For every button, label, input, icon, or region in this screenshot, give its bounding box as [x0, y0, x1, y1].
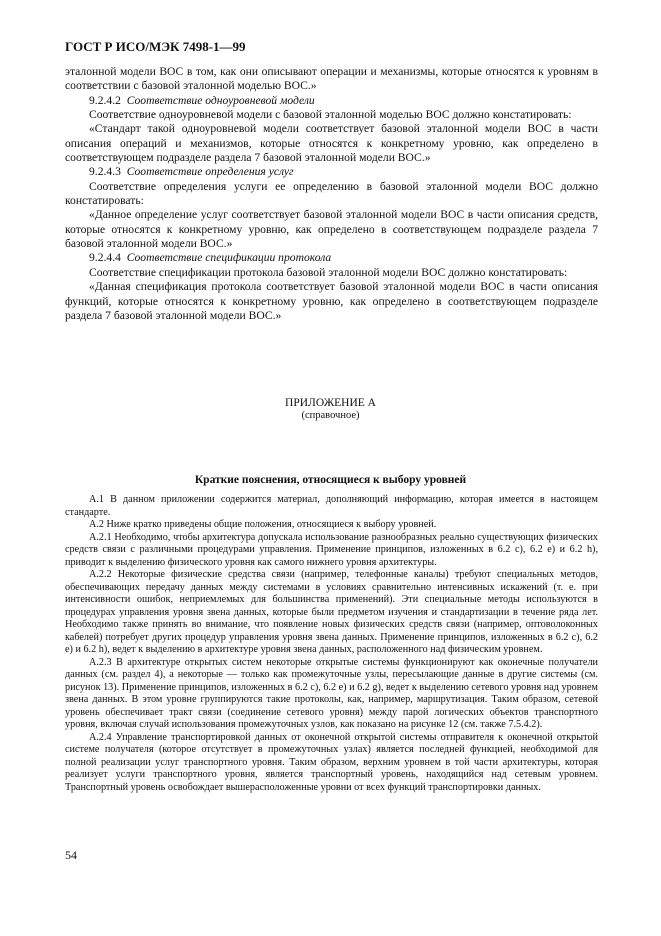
paragraph-a2-3: А.2.3 В архитектуре открытых систем некоторые открытые системы функционируют как оконечные получатели данных (см. раздел 4), а некоторые — только как промежуточные узлы, пересылающие данные в другие системы (см. рисунок 13). Применение принципов, изложенных в 6.2 с), 6.2 е) и 6.2 g), ведет к выделению сетевого уровня над уровнем звена данных. В этом уровне группируются такие протоколы, как, например, маршрутизация. Таким образом, сетевой уровень обеспечивает тракт связи (соединение сетевого уровня) между парой логических объектов транспортного уровня, включая случай использования промежуточных узлов, как показано на рисунке 12 (см. также 7.5.4.2). [65, 656, 598, 730]
document-header: ГОСТ Р ИСО/МЭК 7498-1—99 [65, 39, 246, 54]
paragraph-a1: А.1 В данном приложении содержится материал, дополняющий информацию, которая имеется в настоящем стандарте. [65, 494, 598, 518]
page-number: 54 [65, 848, 77, 862]
paragraph: Соответствие спецификации протокола базовой эталонной модели ВОС должно констатировать: [89, 265, 568, 279]
quote-paragraph: «Данная спецификация протокола соответствует базовой эталонной модели ВОС в части описания функций, которые относятся к конкретному уровню, как определено в соответствующем подразделе раздела 7 базовой эталонной модели ВОС.» [65, 280, 598, 322]
appendix-heading: Краткие пояснения, относящиеся к выбору уровней [194, 474, 467, 486]
paragraph-a2-4: А.2.4 Управление транспортировкой данных от оконечной открытой системы отправителя к оконечной открытой системе получателя (которое отсутствует в промежуточных узлах) является последней функцией, необходимой для полной реализации услуг транспортного уровня. Таким образом, верхним уровнем в той части архитектуры, которая реализует услуги транспортного уровня, является транспортный уровень, находящийся над сетевым уровнем. Транспортный уровень освобождает вышерасположенные уровни от всех функций транспортировки данных. [65, 731, 598, 793]
quote-paragraph: «Данное определение услуг соответствует базовой эталонной модели ВОС в части описания средств, которые относятся к конкретному уровню, как определено в соответствующем подразделе раздела 7 базовой эталонной модели ВОС.» [65, 208, 598, 251]
upper-body [65, 65, 598, 323]
section-title: Соответствие одноуровневой модели [126, 93, 315, 107]
section-number: 9.2.4.4 [89, 251, 121, 265]
paragraph: эталонной модели ВОС в том, как они описывают операции и механизмы, которые относятся к уровням в соответствии с базовой эталонной моделью ВОС.» [65, 65, 598, 93]
section-heading-9-2-4-2 [65, 94, 598, 108]
quote-paragraph: «Стандарт такой одноуровневой модели соответствует базовой эталонной модели ВОС в части описания операций и механизмов, которые относятся к конкретному уровню, как определено в соответствующем подразделе раздела 7 базовой эталонной модели ВОС.» [65, 122, 598, 165]
paragraph-a2-1: А.2.1 Необходимо, чтобы архитектура допускала использование разнообразных реально существующих физических средств связи с различными процедурами управления. Применение принципов, изложенных в 6.2 с), 6.2 е) и 6.2 h), приводит к выделению физического уровня как самого нижнего уровня архитектуры. [65, 531, 598, 568]
section-heading-9-2-4-3 [65, 165, 598, 179]
appendix-body [65, 494, 598, 794]
appendix-title: ПРИЛОЖЕНИЕ А [285, 397, 376, 409]
paragraph: Соответствие одноуровневой модели с базовой эталонной моделью ВОС должно констатировать: [89, 108, 572, 122]
section-heading-9-2-4-4 [65, 251, 598, 265]
section-title: Соответствие определения услуг [126, 165, 294, 179]
paragraph-a2-2: А.2.2 Некоторые физические средства связи (например, телефонные каналы) требуют специальных методов, обеспечивающих передачу данных между системами в условиях сравнительно интенсивных искажений (т. е. при интенсивности ошибок, неприемлемых для большинства применений). Эти специальные методы используются в процедурах управления уровня звена данных, которые были предметом изучения и стандартизации в течение ряда лет. Необходимо также принять во внимание, что появление новых физических средств связи (например, оптоволоконных кабелей) потребует других процедур управления уровня звена данных. Применение принципов, изложенных в 6.2 с), 6.2 е) и 6.2 h), ведет к выделению в архитектуре уровня звена данных, расположенного над физическим уровнем. [65, 569, 598, 655]
paragraph: Соответствие определения услуги ее определению в базовой эталонной модели ВОС должно констатировать: [65, 179, 598, 208]
appendix-subtitle: (справочное) [301, 410, 360, 421]
paragraph-a2: А.2 Ниже кратко приведены общие положения, относящиеся к выбору уровней. [89, 519, 437, 530]
section-number: 9.2.4.3 [89, 165, 121, 179]
section-number: 9.2.4.2 [89, 93, 121, 107]
section-title: Соответствие спецификации протокола [126, 251, 332, 265]
